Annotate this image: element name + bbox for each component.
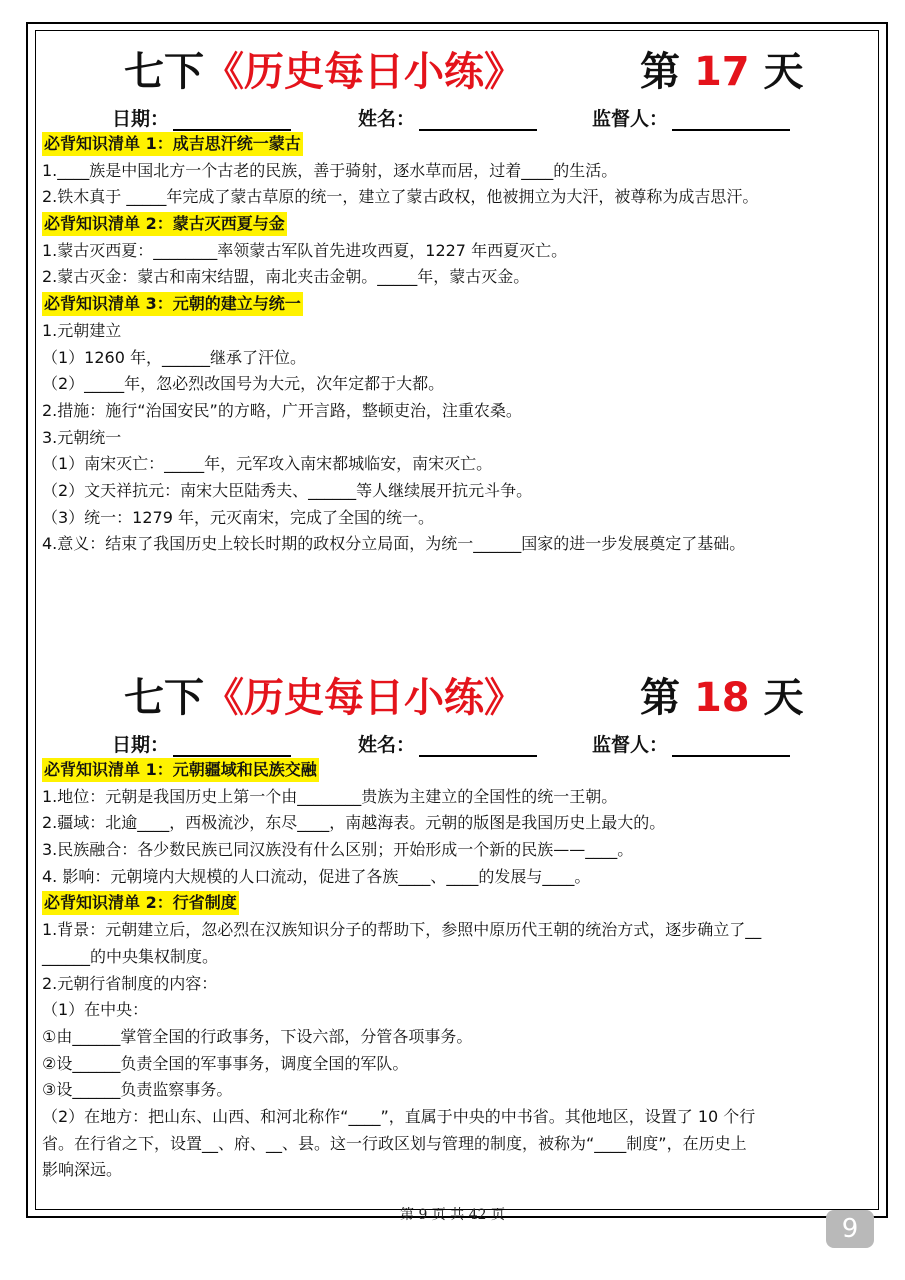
day-number: 17 [693,49,750,95]
exercise-line: （2）在地方：把山东、山西、和河北称作“____”，直属于中央的中书省。其他地区，设置了 10 个行 [42,1106,756,1126]
title-red: 《历史每日小练》 [204,49,524,95]
title-red: 《历史每日小练》 [204,675,524,721]
exercise-line: （1）在中央： [42,1000,149,1020]
name-field[interactable]: 姓名： [358,104,537,131]
day-counter: 第 17 天 [640,49,804,95]
info-row [0,104,905,134]
day-counter: 第 18 天 [640,675,804,721]
name-blank[interactable] [419,737,537,757]
exercise-line: 2.措施：施行“治国安民”的方略，广开言路，整顿吏治，注重农桑。 [42,400,522,420]
exercise-line: 4. 影响：元朝境内大规模的人口流动，促进了各族____、____的发展与____。 [42,866,591,886]
exercise-line: 1.蒙古灭西夏：________率领蒙古军队首先进攻西夏，1227 年西夏灭亡。 [42,240,568,260]
exercise-line: 影响深远。 [42,1160,123,1180]
date-blank[interactable] [173,111,291,131]
section-heading: 必背知识清单 1：元朝疆域和民族交融 [42,758,319,782]
exercise-line: 3.元朝统一 [42,427,122,447]
date-field[interactable]: 日期： [112,104,291,131]
section-heading-row [42,131,872,158]
exercise-line: （2）文天祥抗元：南宋大臣陆秀夫、______等人继续展开抗元斗争。 [42,480,533,500]
worksheet-title [0,44,905,104]
section-heading-row [42,211,872,238]
content-lines [42,131,872,558]
section-heading: 必背知识清单 1：成吉思汗统一蒙古 [42,132,303,156]
day-number: 18 [693,675,750,721]
supervisor-field[interactable]: 监督人： [592,730,790,757]
exercise-line: 2.铁木真于 _____年完成了蒙古草原的统一，建立了蒙古政权，他被拥立为大汗，被尊称为成吉思汗。 [42,187,759,207]
exercise-line: ①由______掌管全国的行政事务，下设六部，分管各项事务。 [42,1026,473,1046]
section-heading: 必背知识清单 3：元朝的建立与统一 [42,292,303,316]
exercise-line: 2.疆域：北逾____，西极流沙，东尽____，南越海表。元朝的版图是我国历史上最大的。 [42,813,666,833]
date-blank[interactable] [173,737,291,757]
exercise-line: 3.民族融合：各少数民族已同汉族没有什么区别；开始形成一个新的民族——____。 [42,840,634,860]
exercise-line: 1.背景：元朝建立后，忽必烈在汉族知识分子的帮助下，参照中原历代王朝的统治方式，逐步确立了__ [42,920,762,940]
exercise-line: （3）统一：1279 年，元灭南宋，完成了全国的统一。 [42,507,434,527]
exercise-line: ③设______负责监察事务。 [42,1080,233,1100]
title-main: 七下《历史每日小练》 [124,675,524,721]
supervisor-blank[interactable] [672,737,790,757]
exercise-line: （1）南宋灭亡：_____年，元军攻入南宋都城临安，南宋灭亡。 [42,454,493,474]
page-number-badge: 9 [826,1210,874,1248]
section-heading: 必背知识清单 2：行省制度 [42,891,239,915]
exercise-line: 1.地位：元朝是我国历史上第一个由________贵族为主建立的全国性的统一王朝。 [42,786,618,806]
exercise-line: 2.蒙古灭金：蒙古和南宋结盟，南北夹击金朝。_____年，蒙古灭金。 [42,267,530,287]
supervisor-blank[interactable] [672,111,790,131]
exercise-line: 2.元朝行省制度的内容： [42,973,218,993]
exercise-line: ②设______负责全国的军事事务，调度全国的军队。 [42,1053,409,1073]
name-field[interactable]: 姓名： [358,730,537,757]
section-heading-row [42,291,872,318]
content-lines [42,757,872,1184]
page-footer: 第 9 页 共 42 页 [400,1207,505,1223]
exercise-line: 4.意义：结束了我国历史上较长时期的政权分立局面，为统一______国家的进一步发展奠定了基础。 [42,534,746,554]
name-blank[interactable] [419,111,537,131]
info-row [0,730,905,760]
exercise-line: （1）1260 年，______继承了汗位。 [42,347,306,367]
exercise-line: ______的中央集权制度。 [42,946,219,966]
exercise-line: （2）_____年，忽必烈改国号为大元，次年定都于大都。 [42,374,445,394]
supervisor-field[interactable]: 监督人： [592,104,790,131]
exercise-line: 1.____族是中国北方一个古老的民族，善于骑射，逐水草而居，过着____的生活。 [42,160,618,180]
date-field[interactable]: 日期： [112,730,291,757]
section-heading-row [42,757,872,784]
section-heading-row [42,890,872,917]
exercise-line: 省。在行省之下，设置__、府、__、县。这一行政区划与管理的制度，被称为“____制度”，在历史上 [42,1133,747,1153]
title-main: 七下《历史每日小练》 [124,49,524,95]
worksheet-title [0,670,905,730]
exercise-line: 1.元朝建立 [42,320,122,340]
section-heading: 必背知识清单 2：蒙古灭西夏与金 [42,212,287,236]
